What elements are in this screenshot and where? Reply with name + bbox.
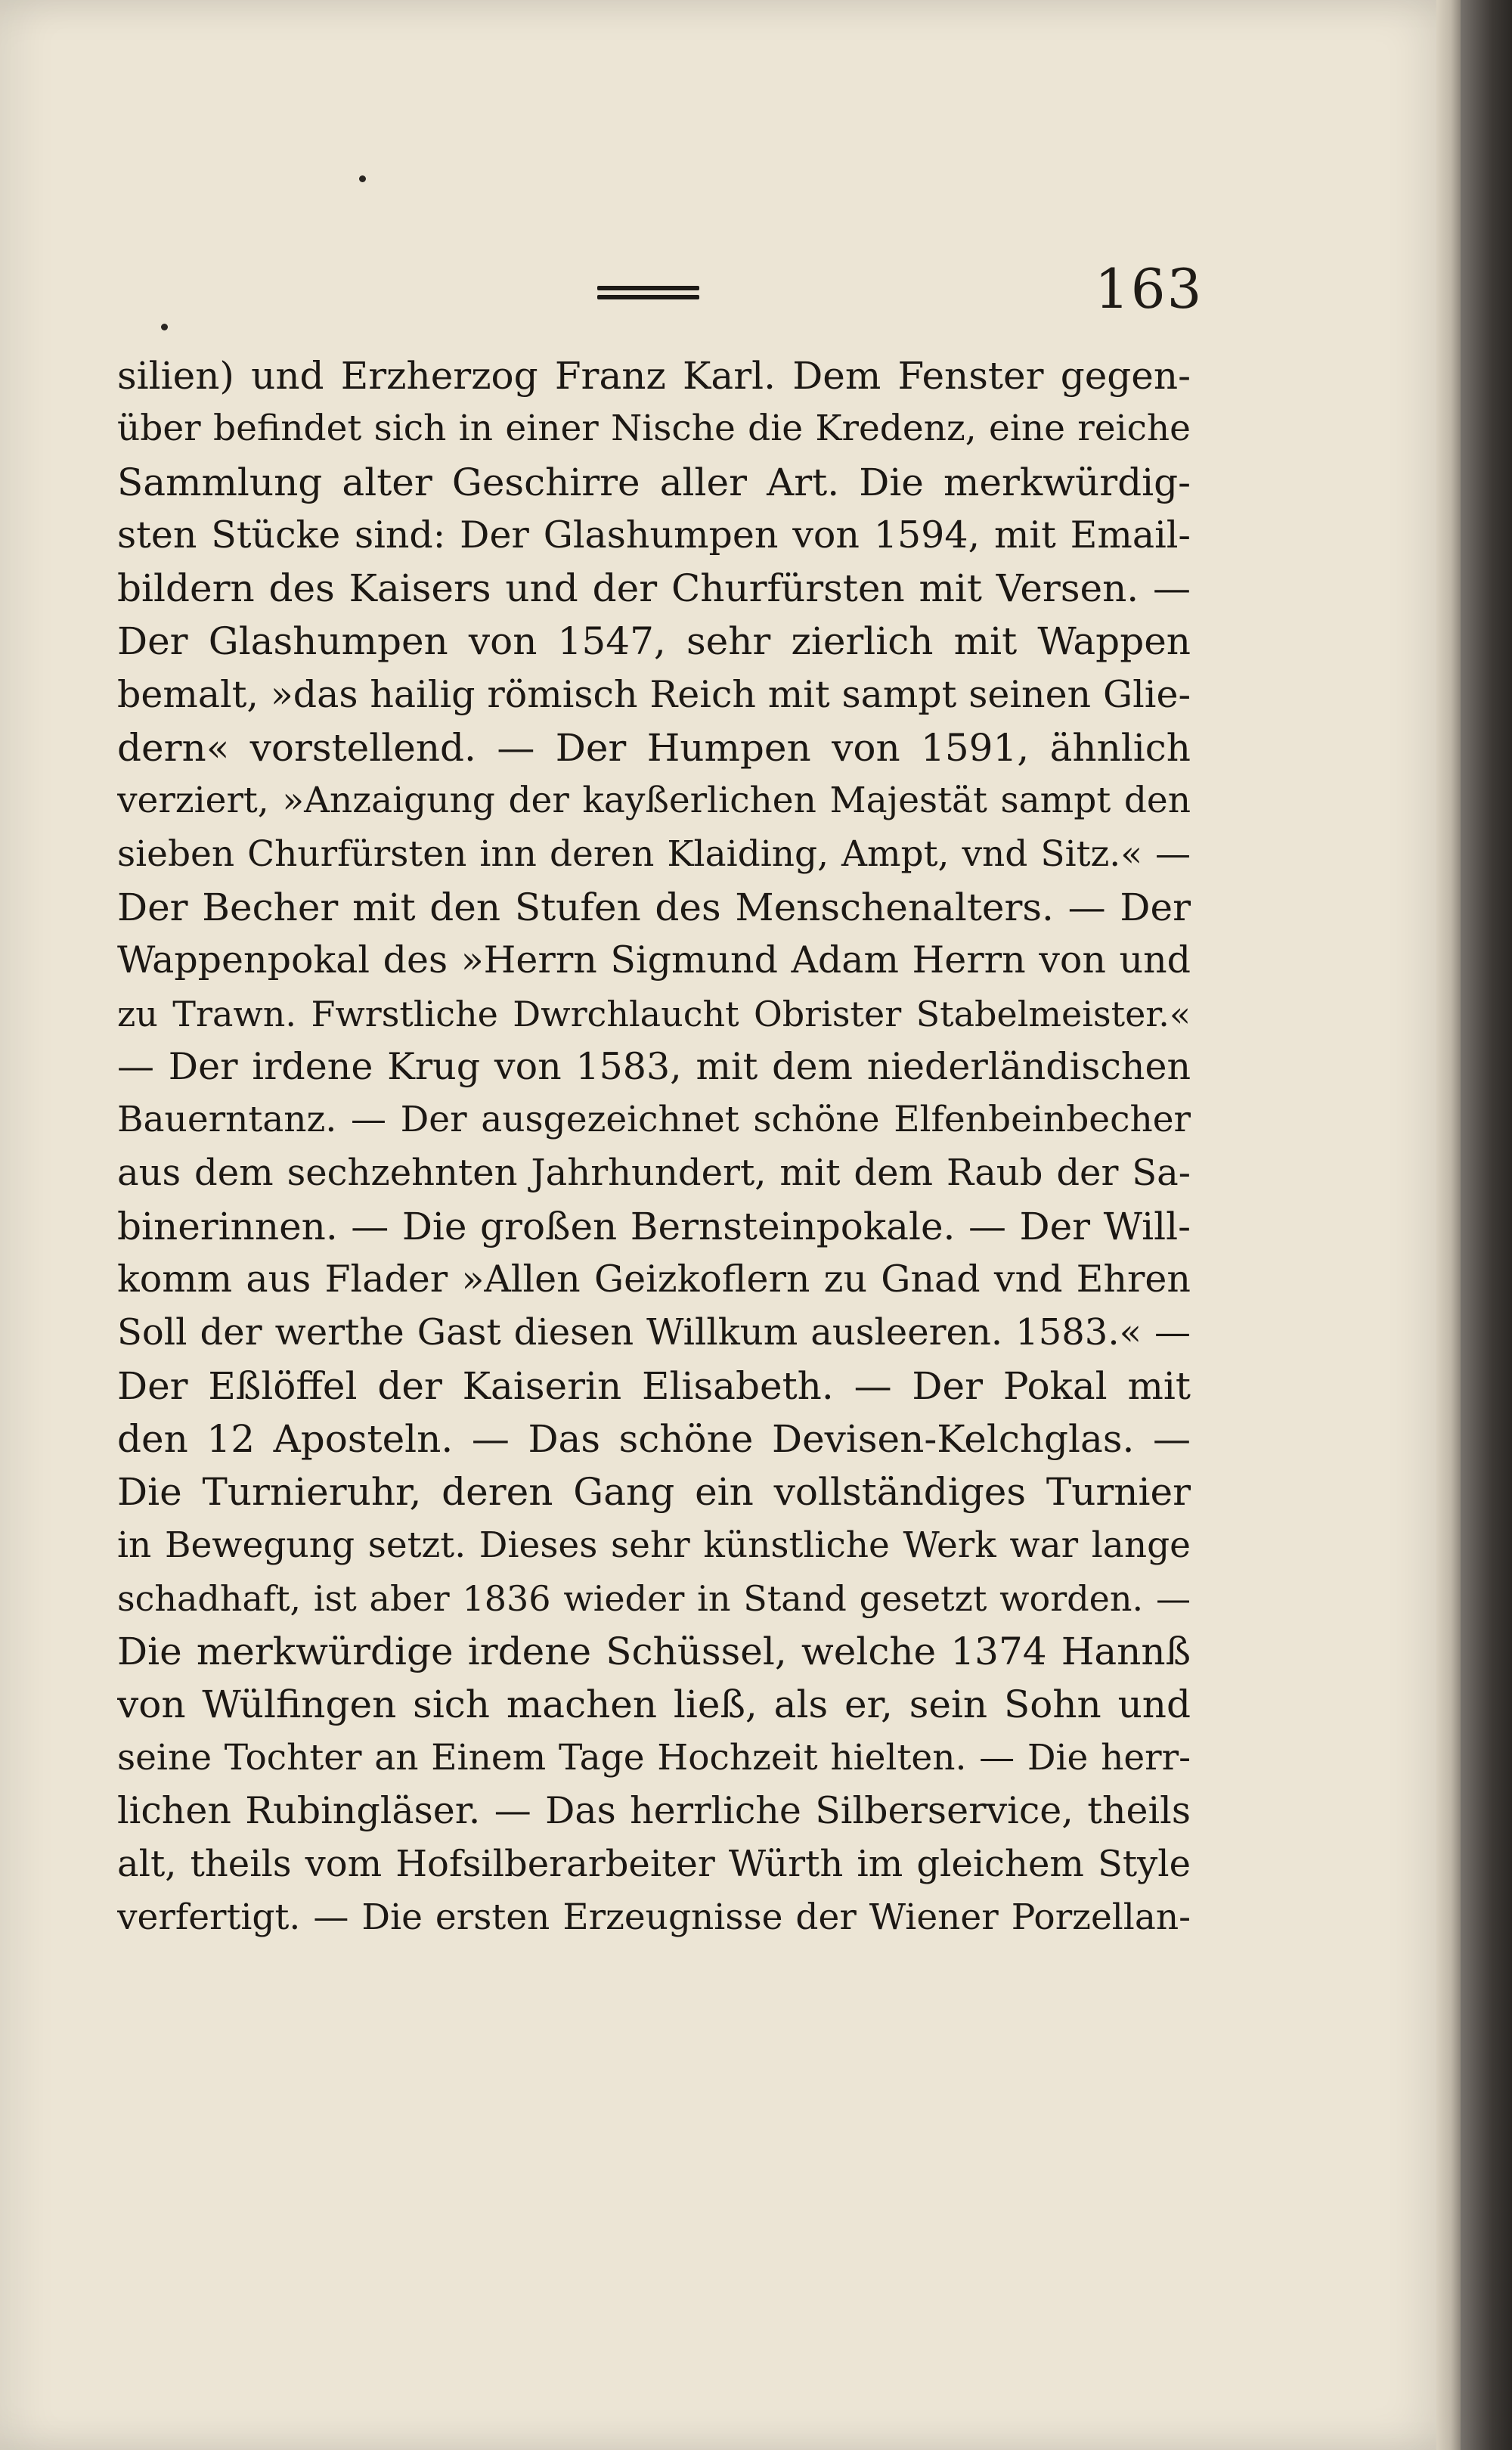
text-line: seine Tochter an Einem Tage Hochzeit hielten. — Die herr- <box>117 1736 1191 1779</box>
text-line: sten Stücke sind: Der Glashumpen von 1594, mit Email- <box>117 513 1191 557</box>
text-line: bildern des Kaisers und der Churfürsten mit Versen. — <box>117 566 1191 611</box>
ink-speck <box>161 324 168 330</box>
text-line: Der Eßlöffel der Kaiserin Elisabeth. — Der Pokal mit <box>117 1363 1191 1408</box>
text-line: verfertigt. — Die ersten Erzeugnisse der Wiener Porzellan- <box>117 1896 1191 1938</box>
text-line: Der Becher mit den Stufen des Menschenalters. — Der <box>117 885 1191 929</box>
text-line: Die merkwürdige irdene Schüssel, welche 1374 Hannß <box>117 1630 1191 1674</box>
header-rule <box>597 286 699 299</box>
text-line: den 12 Aposteln. — Das schöne Devisen-Kelchglas. — <box>117 1416 1191 1461</box>
page-edge <box>1436 0 1461 2450</box>
ink-speck <box>359 175 366 182</box>
text-line: bemalt, »das hailig römisch Reich mit sampt seinen Glie- <box>117 672 1191 716</box>
text-line: über befindet sich in einer Nische die Kredenz, eine reiche <box>117 408 1191 450</box>
text-line: Wappenpokal des »Herrn Sigmund Adam Herrn von und <box>117 938 1191 982</box>
body-text <box>117 349 1191 1944</box>
text-line: Soll der werthe Gast diesen Willkum ausleeren. 1583.« — <box>117 1311 1191 1354</box>
text-line: aus dem sechzehnten Jahrhundert, mit dem Raub der Sa- <box>117 1152 1191 1195</box>
text-line: — Der irdene Krug von 1583, mit dem niederländischen <box>117 1044 1191 1088</box>
text-line: schadhaft, ist aber 1836 wieder in Stand gesetzt worden. — <box>117 1577 1191 1619</box>
text-line: lichen Rubingläser. — Das herrliche Silberservice, theils <box>117 1789 1191 1833</box>
text-line: Die Turnieruhr, deren Gang ein vollständiges Turnier <box>117 1470 1191 1515</box>
text-line: in Bewegung setzt. Dieses sehr künstliche Werk war lange <box>117 1524 1191 1566</box>
text-line: Der Glashumpen von 1547, sehr zierlich mit Wappen <box>117 619 1191 664</box>
text-line: sieben Churfürsten inn deren Klaiding, Ampt, vnd Sitz.« — <box>117 833 1191 875</box>
text-line: binerinnen. — Die großen Bernsteinpokale. — Der Will- <box>117 1204 1191 1248</box>
text-line: silien) und Erzherzog Franz Karl. Dem Fenster gegen- <box>117 354 1191 398</box>
text-line: Bauerntanz. — Der ausgezeichnet schöne Elfenbeinbecher <box>117 1099 1191 1141</box>
text-line: Sammlung alter Geschirre aller Art. Die merkwürdig- <box>117 460 1191 504</box>
text-line: zu Trawn. Fwrstliche Dwrchlaucht Obrister Stabelmeister.« <box>117 993 1191 1034</box>
text-line: dern« vorstellend. — Der Humpen von 1591, ähnlich <box>117 726 1191 771</box>
text-line: alt, theils vom Hofsilberarbeiter Würth im gleichem Style <box>117 1843 1191 1886</box>
text-line: von Wülfingen sich machen ließ, als er, sein Sohn und <box>117 1682 1191 1727</box>
text-line: verziert, »Anzaigung der kayßerlichen Majestät sampt den <box>117 780 1191 822</box>
page-number: 163 <box>1095 257 1204 321</box>
text-line: komm aus Flader »Allen Geizkoflern zu Gnad vnd Ehren <box>117 1258 1191 1301</box>
